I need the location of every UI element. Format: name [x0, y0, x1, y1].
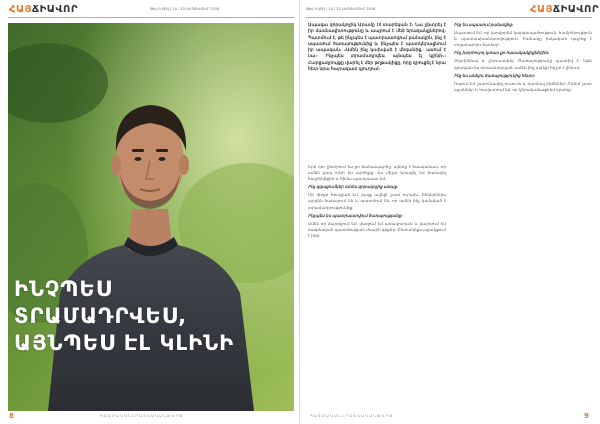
paragraph: Ուզում եմ շարունակել ուսումս և դառնալ ինժեներ: Ունեմ շատ պլաններ և հավատում եմ, որ կիրականացնեմ դրանք:	[454, 80, 592, 92]
page-number: 9	[584, 412, 589, 420]
article-lede: Ապագա զորակոչիկ Արամը 18 տարեկան է: Նա ընտրել է իր մասնագիտությունը և ապրում է մեծ երազանքներով: Պատմում է, թե ինչպես է պատրաստվում բանակին, ինչ է սպասում ծառայությունից և ինչպես է պատկերացնում իր ապագան: «Ամեն ինչ կախված է մեզանից,- ասում է նա:- Ինչպես տրամադրվես, այնպես էլ կլինի»: Հարցազրույցը վարել է մեր թղթակիցը, որը զրուցել է նրա հետ նրա հարազատ գյուղում:	[308, 22, 446, 72]
left-footer	[0, 412, 300, 423]
header-rule	[306, 17, 592, 18]
question: Ինչ խորհուրդ կտաս քո հասակակիցներին:	[454, 50, 550, 56]
magazine-logo	[9, 4, 78, 15]
paragraph: Մի փոքր հուզված եմ, բայց ավելի շատ ուրախ: Ընկերներս արդեն ծառայում են և պատմում են, որ ամեն ինչ կախված է տրամադրությունից:	[308, 192, 446, 210]
issue-info: Թիվ 9 (85) | 10 - 23 ՍԵՊՏԵՄԲԵՐ 2018	[306, 7, 376, 11]
logo-part-2: ՃԻԱՎՈՐ	[553, 4, 599, 15]
issue-info: Թիվ 9 (85) | 10 - 23 ՍԵՊՏԵՄԲԵՐ 2018	[150, 7, 220, 11]
article-column-2	[454, 22, 592, 95]
right-footer	[300, 412, 600, 423]
paragraph: Ամեն օր մարզվում եմ, վազում եմ առավոտյան և կարդում եմ ռազմական պատմության մասին գրքեր: Ընտանիքս աջակցում է ինձ:	[308, 220, 446, 238]
header-rule	[8, 17, 294, 18]
page-number: 8	[9, 412, 14, 420]
footer-text: Պ Ա Տ Մ Ա Կ Ա Ն Լ Ր Ա Տ Վ Ա Կ Ա Ն Թ Ե Ր Թ	[310, 414, 393, 418]
headline-line-3: ԱՅՆՊԵՍ ԷԼ ԿԼԻՆԻ	[14, 331, 235, 355]
paragraph: Չվախենալ և չխուսափել: Ծառայությունը պատիվ է: Եթե դրական ես տրամադրված, ամեն ինչ ավելի հեշտ է լինում:	[454, 58, 592, 70]
paragraph: Սպասում եմ, որ կսովորեմ կարգապահություն, համբերություն և պատասխանատվություն: Բանակը իսկական դպրոց է տղամարդու համար:	[454, 30, 592, 48]
question: Ինչ զգացումներ ունես զորակոչից առաջ:	[308, 184, 399, 190]
logo-part-1: ՀԱՅ	[9, 4, 33, 15]
footer-text: Պ Ա Տ Մ Ա Կ Ա Ն Լ Ր Ա Տ Վ Ա Կ Ա Ն Թ Ե Ր Թ	[100, 414, 183, 418]
right-page	[300, 0, 600, 424]
logo-part-2: ՃԻԱՎՈՐ	[32, 4, 78, 15]
question: Ինչ ես անելու ծառայությունից հետո:	[454, 72, 535, 78]
question: Ինչպես ես պատրաստվում ծառայությանը:	[308, 212, 403, 218]
logo-part-1: ՀԱՅ	[530, 4, 554, 15]
magazine-logo	[530, 4, 599, 15]
article-column-1	[308, 164, 446, 241]
headline-line-2: ՏՐԱՄԱԴՐՎԵՍ,	[14, 304, 188, 328]
headline-line-1: ԻՆՉՊԵՍ	[14, 277, 113, 301]
question: Ինչ ես սպասում բանակից:	[454, 22, 514, 27]
headline	[14, 276, 294, 357]
paragraph: Երբ դու ընտրում ես քո ճանապարհը, պետք է հասկանաս, որ ամեն քայլ ունի իր արժեքը: Ես միշտ երազել եմ ծառայել հայրենիքին և հիմա պատրաստ եմ:	[308, 164, 446, 182]
